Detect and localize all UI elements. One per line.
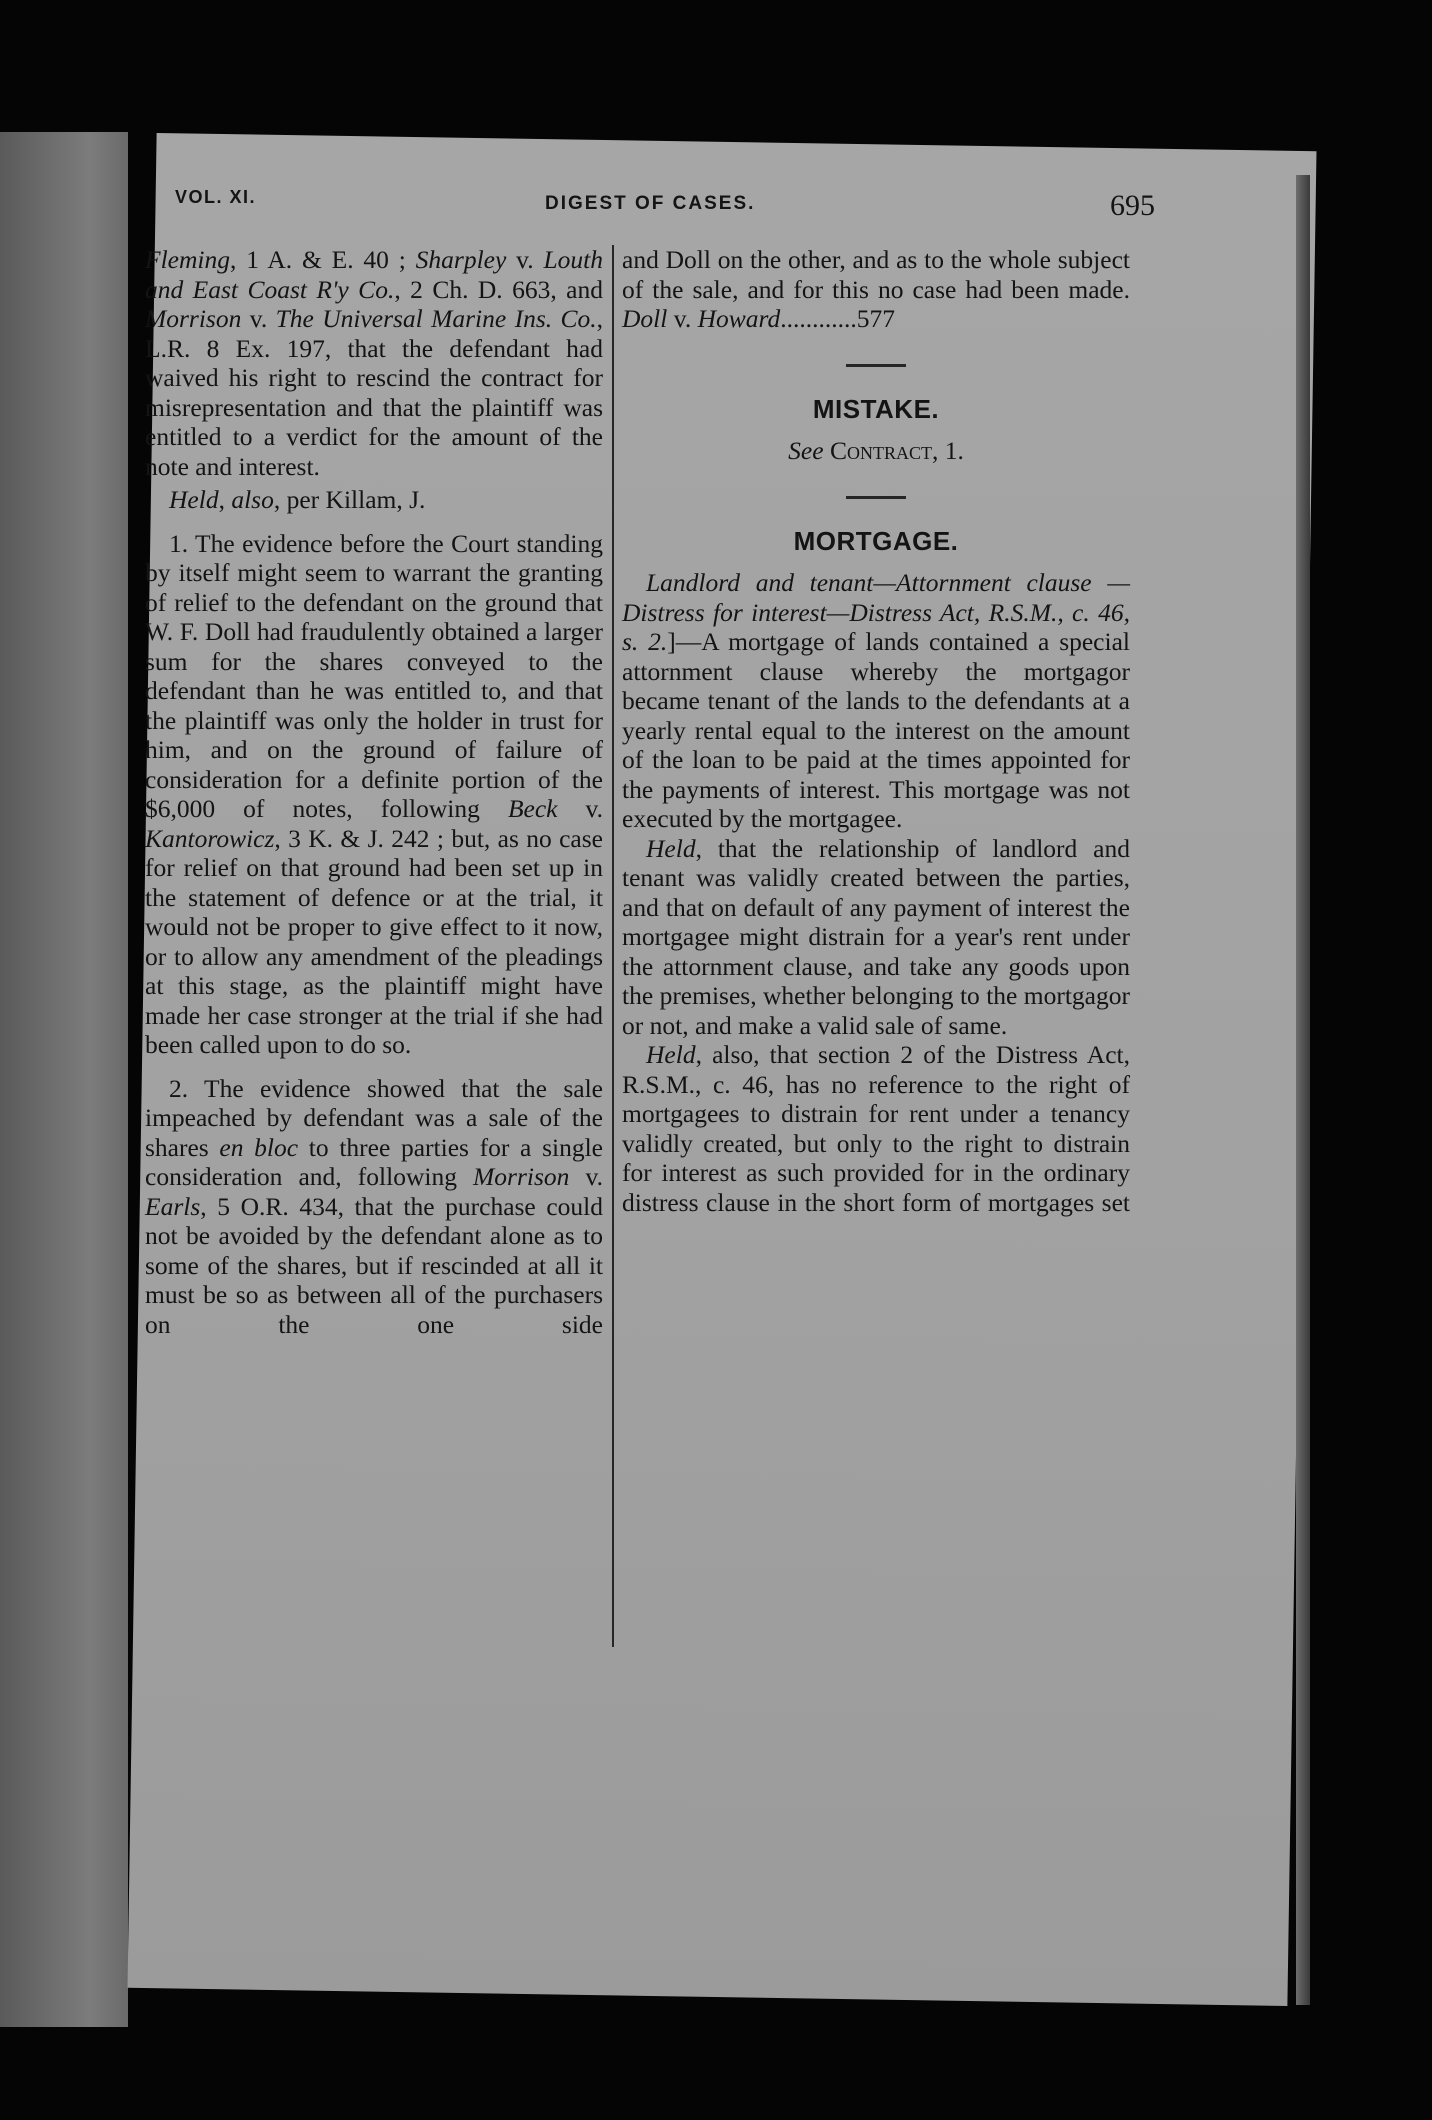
section-divider xyxy=(846,364,906,367)
right-column xyxy=(622,245,1130,1217)
page-number: 695 xyxy=(1110,189,1155,222)
held-also-line: Held, also, per Killam, J. xyxy=(169,485,426,514)
volume-label: VOL. XI. xyxy=(175,187,257,207)
mortgage-held-1: Held, that the relationship of landlord and tenant was validly created between the parties, and that on default of any payment of interest the mortgagee might distrain for a year's rent under the attornment clause, and take any goods upon the premises, whether belonging to the mortgagor or not, and make a valid sale of same. xyxy=(622,833,1130,1040)
cross-reference: See Contract, 1. xyxy=(788,436,964,465)
continued-paragraph: Fleming, 1 A. & E. 40 ; Sharpley v. Louth and East Coast R'y Co., 2 Ch. D. 663, and Morrison v. The Universal Marine Ins. Co., L.R. 8 Ex. 197, that the defendant had waived his right to rescind the contract for misrepresentation and that the plaintiff was entitled to a verdict for the amount of the note and interest. xyxy=(145,245,603,481)
left-column xyxy=(145,245,603,1339)
point-1: 1. The evidence before the Court standing by itself might seem to warrant the granting of relief to the defendant on the ground that W. F. Doll had fraudulently obtained a larger sum for the shares conveyed to the defendant than he was entitled to, and that the plaintiff was only the holder in trust for him, and on the ground of failure of consideration for a definite portion of the $6,000 of notes, following Beck v. Kantorowicz, 3 K. & J. 242 ; but, as no case for relief on that ground had been set up in the statement of defence or at the trial, it would not be proper to give effect to it now, or to allow any amendment of the pleadings at this stage, as the plaintiff might have made her case stronger at the trial if she had been called upon to do so. xyxy=(145,528,603,1059)
mortgage-held-2: Held, also, that section 2 of the Distress Act, R.S.M., c. 46, has no reference to the right of mortgagees to distrain for rent under a tenancy validly created, but only to the right to distrain for interest as such provided for in the ordinary distress clause in the short form of mortgages set xyxy=(622,1040,1130,1217)
column-rule xyxy=(612,245,614,1647)
heading-mortgage: MORTGAGE. xyxy=(793,525,959,556)
heading-mistake: MISTAKE. xyxy=(812,393,940,424)
continued-paragraph-right: and Doll on the other, and as to the whole subject of the sale, and for this no case had been made. Doll v. Howard............577 xyxy=(622,245,1130,333)
point-2: 2. The evidence showed that the sale impeached by defendant was a sale of the shares en bloc to three parties for a single consideration and, following Morrison v. Earls, 5 O.R. 434, that the purchase could not be avoided by the defendant alone as to some of the shares, but if rescinded at all it must be so as between all of the purchasers on the one side xyxy=(145,1073,603,1339)
page-fore-edge xyxy=(1296,175,1310,2005)
previous-page-edge xyxy=(0,132,128,2027)
running-header xyxy=(175,185,1155,225)
section-divider xyxy=(846,496,906,499)
running-title: DIGEST OF CASES. xyxy=(545,193,756,214)
mortgage-headnote: Landlord and tenant—Attornment clause — Distress for interest—Distress Act, R.S.M., c. 46, s. 2.]—A mortgage of lands contained a special attornment clause whereby the mortgagor became tenant of the lands to the defendants at a yearly rental equal to the interest on the amount of the loan to be paid at the times appointed for the payments of interest. This mortgage was not executed by the mortgagee. xyxy=(622,568,1130,833)
